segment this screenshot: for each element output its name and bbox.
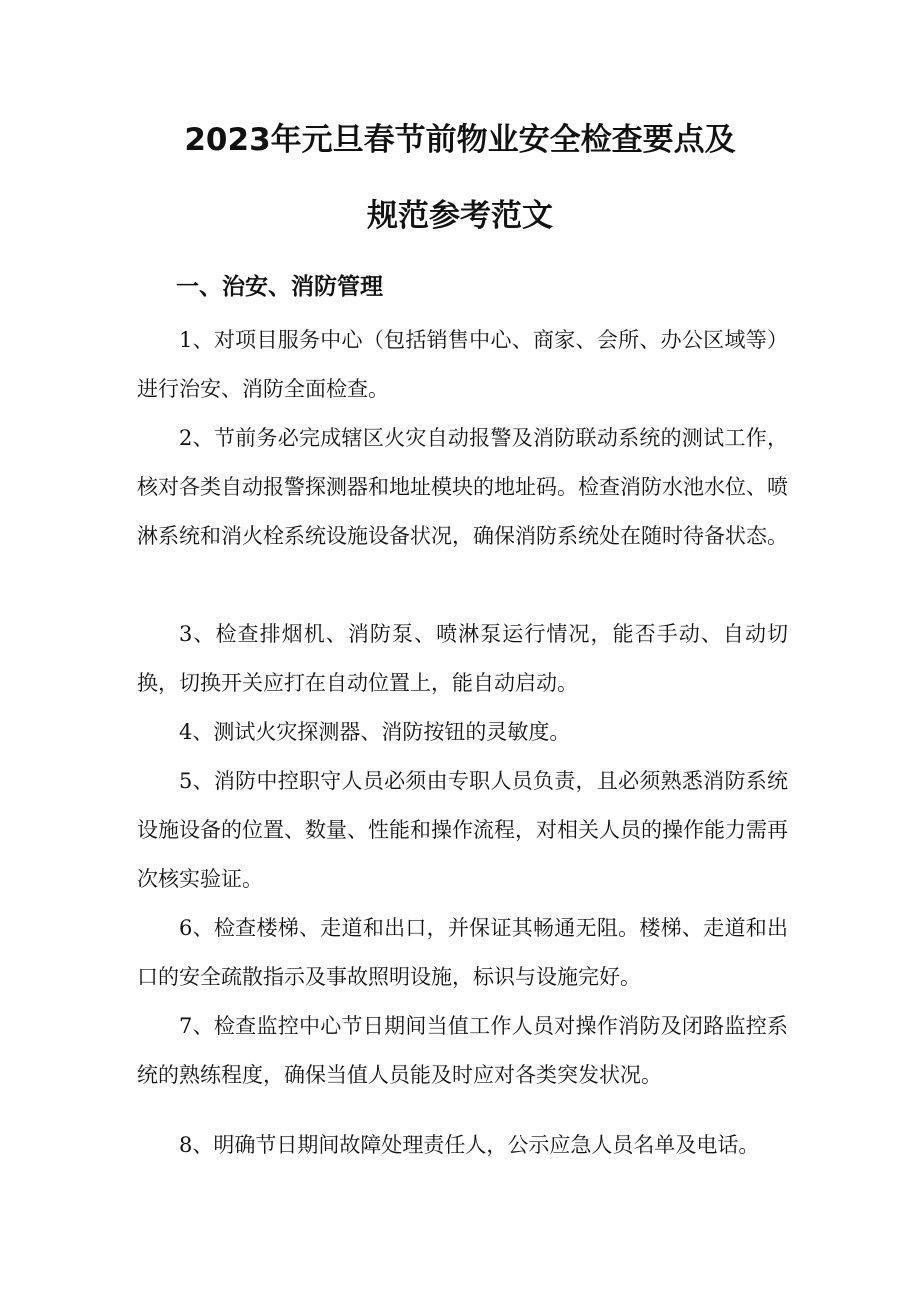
document-title-line-2: 规范参考范文 (367, 198, 553, 234)
paragraph-6: 6、检查楼梯、走道和出口，并保证其畅通无阻。楼梯、走道和出口的安全疏散指示及事故照明设施，标识与设施完好。 (137, 916, 788, 989)
paragraph-3: 3、检查排烟机、消防泵、喷淋泵运行情况，能否手动、自动切换，切换开关应打在自动位置上，能自动启动。 (137, 622, 788, 695)
document-title-line-1: 2023年元旦春节前物业安全检查要点及 (184, 122, 736, 158)
paragraph-8: 8、明确节日期间故障处理责任人，公示应急人员名单及电话。 (179, 1133, 760, 1157)
paragraph-5: 5、消防中控职守人员必须由专职人员负责，且必须熟悉消防系统设施设备的位置、数量、性能和操作流程，对相关人员的操作能力需再次核实验证。 (137, 769, 788, 891)
paragraph-4: 4、测试火灾探测器、消防按钮的灵敏度。 (179, 720, 571, 744)
paragraph-2: 2、节前务必完成辖区火灾自动报警及消防联动系统的测试工作，核对各类自动报警探测器和地址模块的地址码。检查消防水池水位、喷淋系统和消火栓系统设施设备状况，确保消防系统处在随时待备状态。 (137, 426, 788, 548)
paragraph-1: 1、对项目服务中心（包括销售中心、商家、会所、办公区域等）进行治安、消防全面检查。 (137, 328, 788, 401)
section-heading: 一、治安、消防管理 (176, 274, 383, 300)
paragraph-7: 7、检查监控中心节日期间当值工作人员对操作消防及闭路监控系统的熟练程度，确保当值人员能及时应对各类突发状况。 (137, 1014, 788, 1087)
